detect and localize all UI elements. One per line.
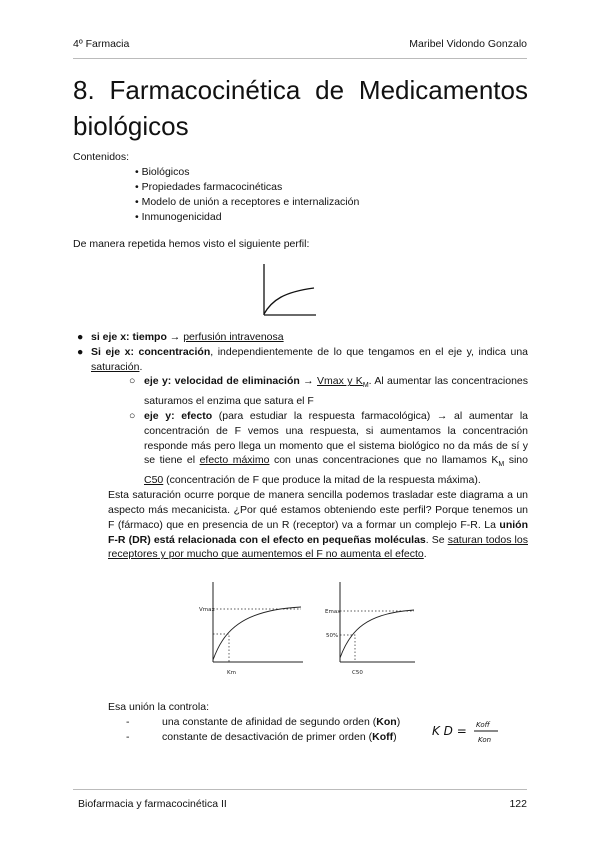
receptor-graphs-figure: [199, 580, 415, 680]
c50-label: C50: [352, 670, 363, 676]
dash: -: [126, 731, 130, 743]
text: sino: [504, 454, 528, 467]
text: Esta saturación ocurre porque de manera sencilla podemos trasladar este diagrama a un aspecto más mecanicista. ¿Por qué estamos obteniendo este perfil? Porque tenemos un F (fármaco) que en presencia de un R (receptor) va a formar un complejo F-R. La: [108, 489, 528, 531]
sub-bullet-item: [73, 374, 528, 409]
curve: [264, 288, 314, 314]
list-item: • Inmunogenicidad: [135, 210, 359, 225]
bold-text: si eje x: tiempo: [91, 331, 167, 343]
bullet-item: [73, 330, 528, 345]
formula-denominator: Kon: [478, 736, 492, 744]
half-line: [213, 634, 229, 662]
saturation-curve-figure: [258, 262, 318, 318]
header-course: 4º Farmacia: [73, 38, 130, 50]
bullet-dot: ●: [77, 345, 84, 358]
formula-numerator: Koff: [476, 721, 490, 729]
text: .: [423, 548, 427, 561]
underlined-text: C50: [144, 474, 164, 487]
text: ): [396, 716, 401, 728]
half-label: 50%: [326, 633, 339, 639]
circle-bullet: ○: [129, 410, 136, 423]
underlined-text: saturación: [91, 360, 140, 373]
text: (concentración de F que produce la mitad de la respuesta máxima).: [163, 474, 481, 487]
page-number: 122: [509, 798, 527, 810]
bold-text: unión F-R (DR) está relacionada con el efecto en pequeñas moléculas: [108, 518, 528, 546]
page-header: [73, 38, 527, 50]
list-item: • Biológicos: [135, 165, 359, 180]
dash: -: [126, 716, 130, 728]
curve: [340, 610, 414, 658]
formula-lhs: K D =: [432, 724, 467, 738]
union-label: Esa unión la controla:: [108, 701, 209, 713]
text: ): [393, 731, 397, 743]
contents-list: [73, 165, 359, 225]
half-line: [340, 635, 355, 662]
circle-bullet: ○: [129, 375, 136, 388]
bold-text: Koff: [372, 731, 394, 743]
emax-label: Emax: [325, 609, 341, 615]
bold-text: Si eje x: concentración: [91, 345, 211, 358]
kd-formula: [432, 715, 504, 749]
footer-course: Biofarmacia y farmacocinética II: [78, 798, 227, 810]
bullet-item: [73, 345, 528, 375]
page-footer: [78, 798, 527, 810]
intro-text: De manera repetida hemos visto el siguiente perfil:: [73, 238, 310, 250]
list-item: • Propiedades farmacocinéticas: [135, 180, 359, 195]
explanation-paragraph: [73, 488, 528, 562]
bullet-dot: ●: [77, 331, 84, 343]
header-divider: [73, 58, 527, 59]
text: una constante de afinidad de segundo orden (: [162, 716, 377, 728]
text: .: [139, 360, 143, 373]
header-author: Maribel Vidondo Gonzalo: [409, 38, 527, 50]
list-item: [108, 730, 400, 745]
subscript: M: [362, 382, 369, 390]
page-title: 8. Farmacocinética de Medicamentos biológicos: [73, 75, 528, 141]
arrow: →: [303, 375, 314, 388]
main-body: [73, 330, 528, 562]
subscript: M: [498, 461, 505, 469]
text: Vmax y K: [317, 375, 363, 388]
bold-text: Kon: [376, 716, 397, 728]
bold-text: eje y: efecto: [144, 410, 213, 423]
text: con unas concentraciones que no llamamos K: [269, 454, 499, 467]
sub-bullet-item: [73, 409, 528, 488]
velocity-graph: [199, 582, 303, 676]
arrow: →: [169, 331, 181, 343]
text: constante de desactivación de primer orden (: [162, 731, 373, 743]
text: (para estudiar la respuesta farmacológica) → al aumentar la concentración de F vemos una respuesta, si aumentamos la concentración responde más pero llega un momento que el sistema biológico no da más de sí y se tiene el: [144, 410, 528, 467]
bold-text: eje y: velocidad de eliminación: [144, 375, 300, 388]
contents-label: Contenidos:: [73, 151, 130, 163]
text: . Se: [425, 533, 448, 546]
vmax-label: Vmax: [199, 607, 215, 613]
union-constants: [108, 700, 400, 745]
curve: [213, 607, 301, 660]
effect-graph: [325, 582, 415, 676]
contents-block: [73, 150, 359, 225]
footer-divider: [73, 789, 527, 790]
list-item: • Modelo de unión a receptores e internalización: [135, 195, 359, 210]
list-item: [108, 715, 400, 730]
text: . Al aumentar las concentraciones saturamos el enzima que satura el F: [144, 375, 528, 408]
underlined-text: perfusión intravenosa: [183, 331, 284, 343]
underlined-text: [317, 375, 369, 390]
text: , independientemente de lo que tengamos en el eje y, indica una: [210, 345, 529, 358]
km-label: Km: [227, 670, 236, 676]
underlined-text: saturan todos los receptores y por mucho que aumentemos el F no aumenta el efecto: [108, 533, 528, 561]
underlined-text: efecto máximo: [199, 454, 270, 467]
